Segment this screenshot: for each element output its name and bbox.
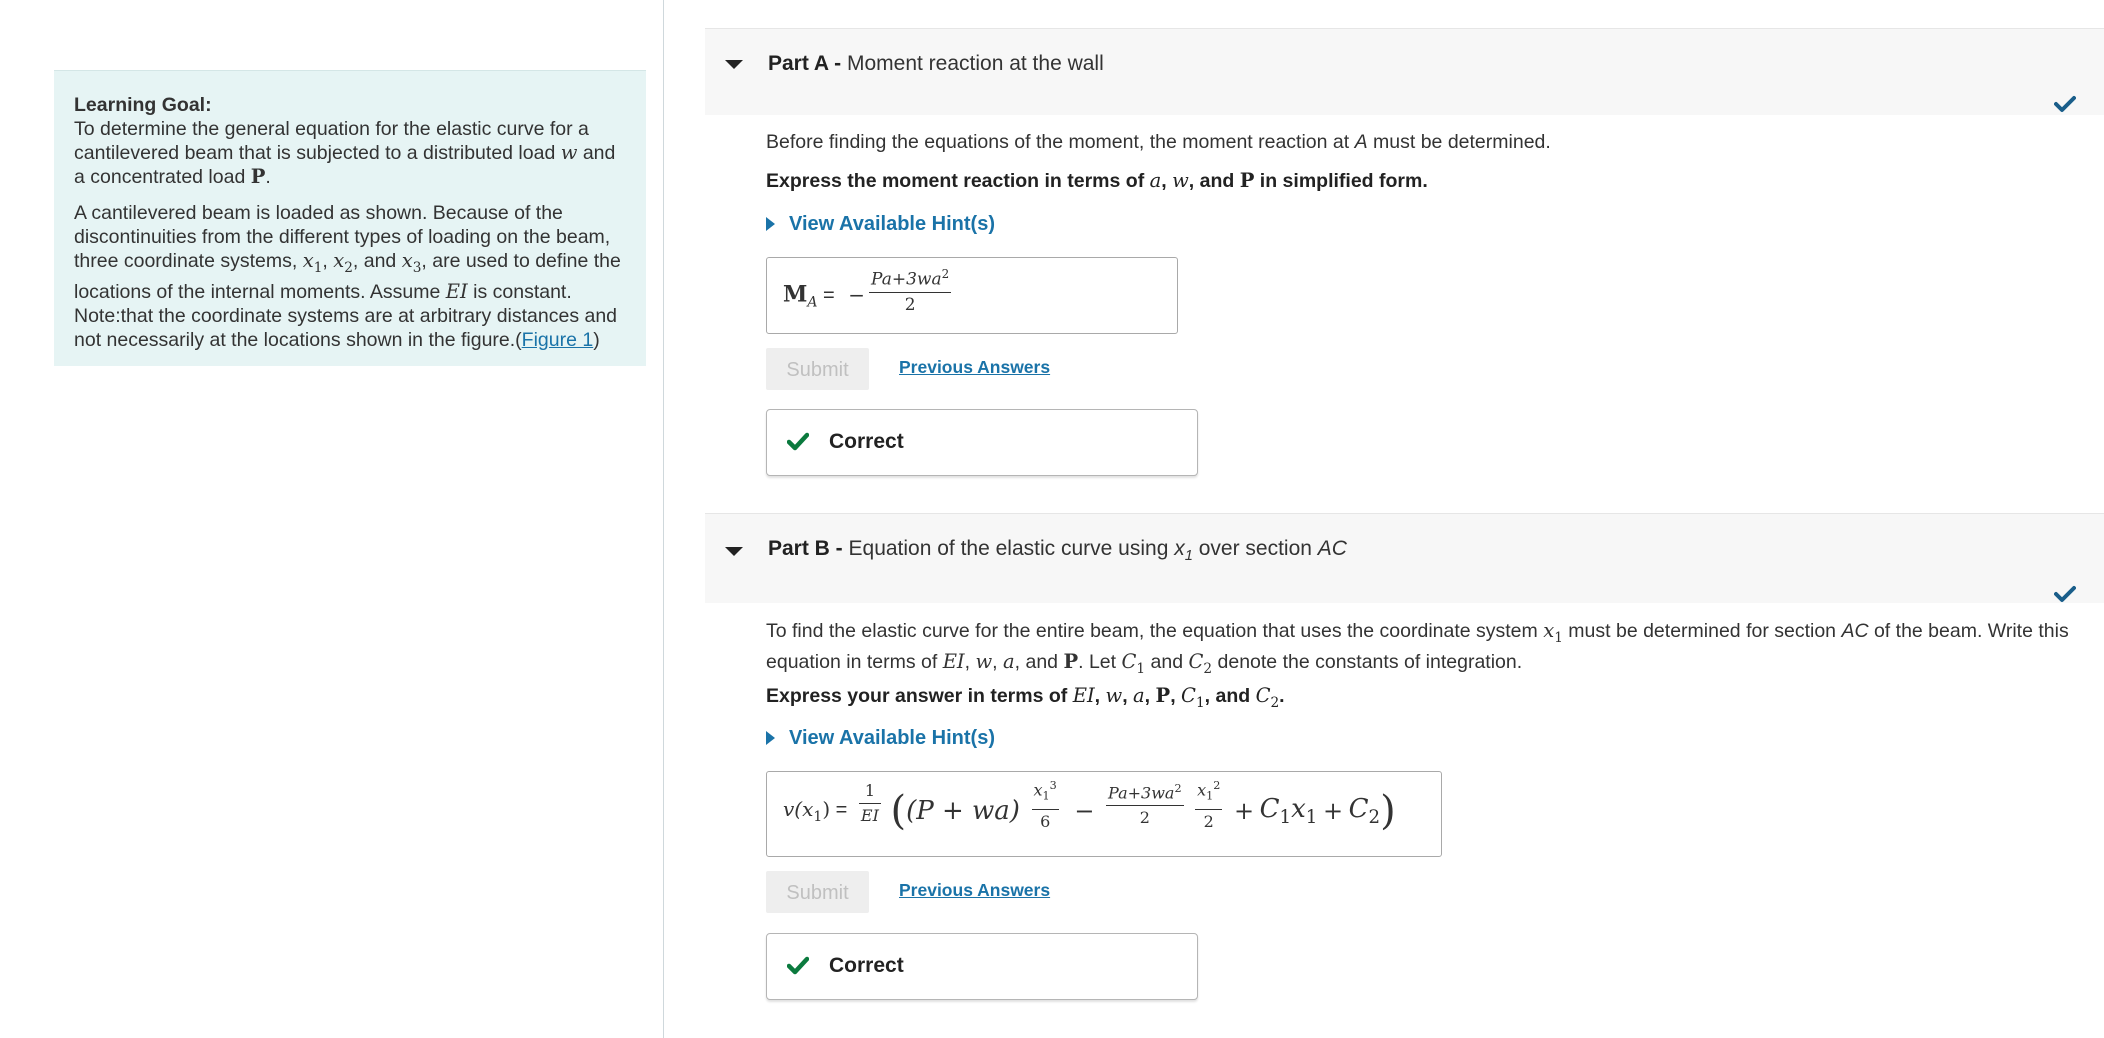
part-b-header[interactable] <box>705 513 2104 603</box>
part-b-complete-check-icon <box>2054 585 2076 603</box>
part-a-complete-check-icon <box>2054 95 2076 113</box>
part-b-answer-field[interactable]: $v(x_1)$ = $\frac{1}{EI}$ ((P + wa) $\frac{x_1^3}{6}$ − $\frac{Pa+3wa^2}{2}$ $\frac{x_1^2}{2}$ + $C_1x_1 + C_2$) <box>766 771 1442 857</box>
part-a-hint-toggle[interactable]: View Available Hint(s) <box>766 213 995 236</box>
learning-goal-box <box>54 70 646 366</box>
part-b-feedback: Correct <box>766 933 1198 1000</box>
part-b-instructions: Express your answer in terms of EI, w, a, P, $C_1$, and $C_2$. <box>766 684 1285 711</box>
part-b-previous-answers-link[interactable]: Previous Answers <box>899 880 1051 900</box>
part-a-feedback: Correct <box>766 409 1198 476</box>
part-a-answer-field[interactable]: $M_A$ = − $\frac{Pa+3wa^2}{2}$ <box>766 257 1178 334</box>
collapse-caret-icon[interactable] <box>725 547 743 556</box>
part-a-header[interactable] <box>705 28 2104 115</box>
part-a-intro: Before finding the equations of the moment, the moment reaction at A must be determined. <box>766 131 1551 153</box>
part-a-submit-button[interactable]: Submit <box>766 348 869 390</box>
left-pane <box>0 0 664 1038</box>
part-b-submit-button[interactable]: Submit <box>766 871 869 913</box>
expand-triangle-icon <box>766 217 775 231</box>
part-b-title: Part B - Equation of the elastic curve using $x_1$ over section AC <box>768 537 1347 565</box>
part-b-hint-toggle[interactable]: View Available Hint(s) <box>766 727 995 750</box>
learning-goal-title: Learning Goal: <box>74 94 212 116</box>
correct-check-icon <box>787 956 809 976</box>
part-a-instructions: Express the moment reaction in terms of a, w, and P in simplified form. <box>766 169 1428 192</box>
learning-goal-text: To determine the general equation for the elastic curve for a cantilevered beam that is subjected to a distributed load w and a concentrated load P. <box>74 118 616 188</box>
figure-1-link[interactable]: Figure 1 <box>521 328 594 351</box>
collapse-caret-icon[interactable] <box>725 60 743 69</box>
part-a-previous-answers-link[interactable]: Previous Answers <box>899 357 1051 377</box>
part-b-intro: To find the elastic curve for the entire beam, the equation that uses the coordinate system $x_1$ must be determined for section AC of the beam. Write this equation in terms of EI, w, a, and P. Let $C_1$ and $C_2$ denote the constants of integration. <box>766 619 2069 677</box>
correct-check-icon <box>787 432 809 452</box>
part-a-title: Part A - Moment reaction at the wall <box>768 52 1104 75</box>
problem-description: A cantilevered beam is loaded as shown. Because of the discontinuities from the different types of loading on the beam, three coordinate systems, $x_1$, $x_2$, and $x_3$, are used to define the locations of the internal moments. Assume EI is constant. Note:that the coordinate systems are at arbitrary distances and not necessarily at the locations shown in the figure.(Figure 1) <box>74 202 621 351</box>
part-a-answer-fraction: $\frac{Pa+3wa^2}{2}$ <box>869 262 951 317</box>
expand-triangle-icon <box>766 731 775 745</box>
